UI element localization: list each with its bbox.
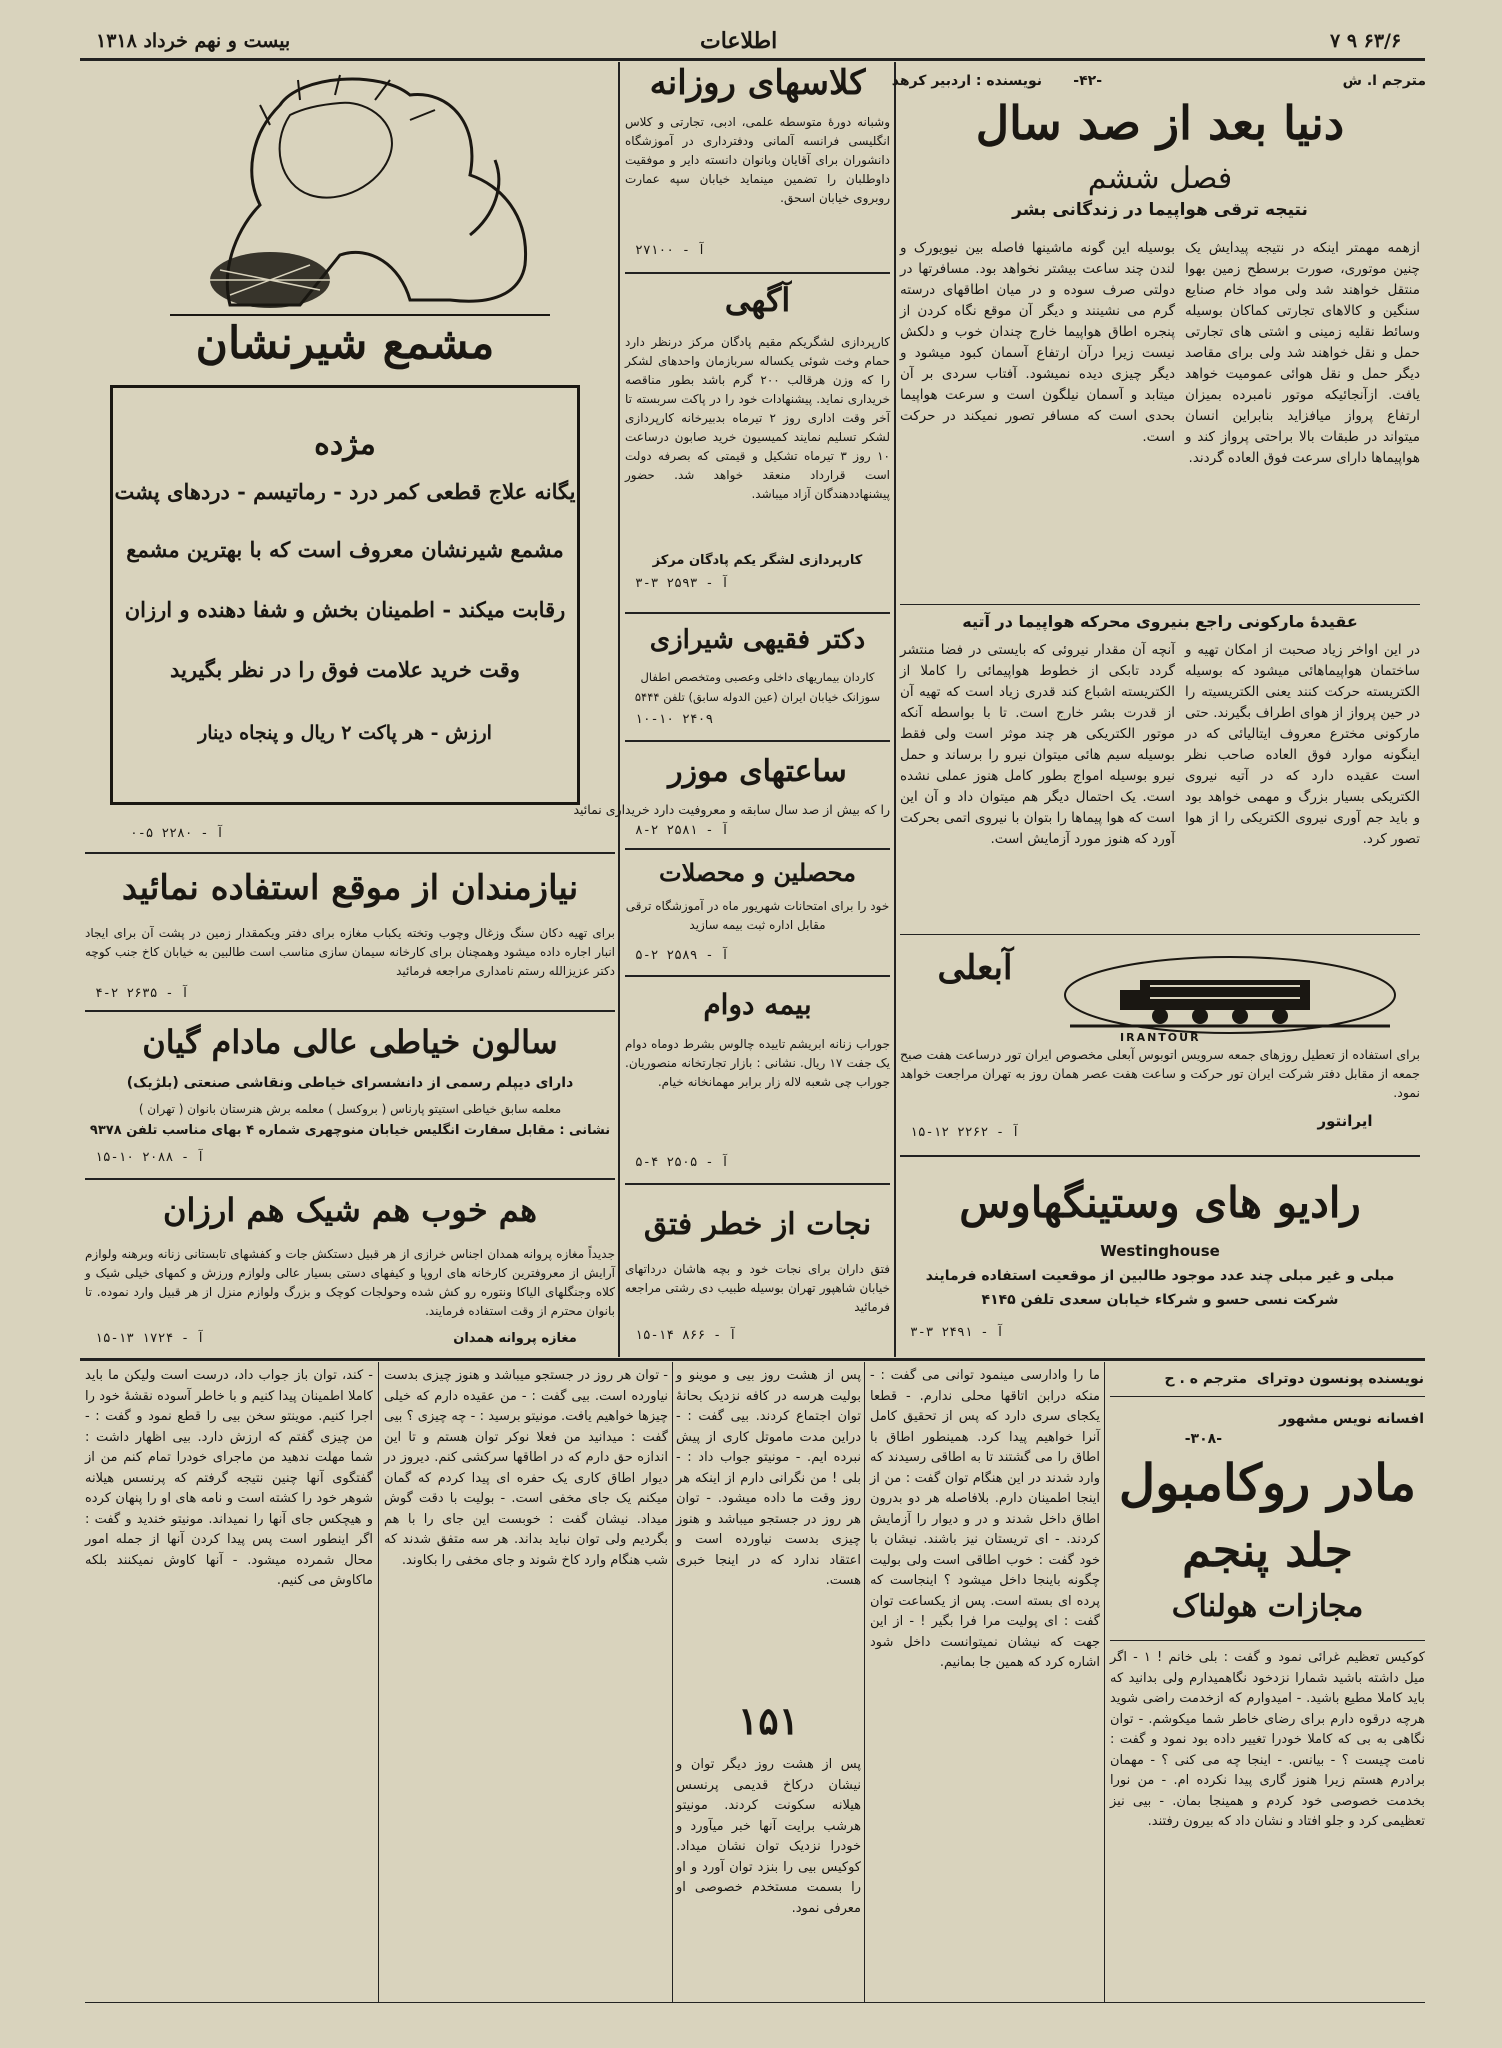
serial2-col-2: ما را وادارسی مینمود توانی می گفت : - منکه درابن اتاقها محلی ندارم. - قطعا یکجای سری دارد که پس از تحقیق کامل آنرا خواهیم پیدا کرد. همینطور اطاق با اطاق را می گشتند تا به اطاقی رسیدند که وارد شدند در این هنگام توان گفت : من از اینجا اطمینان دارم. بلافاصله هر دو بدرون اطاق داخل شدند و در و دیوار را آزمایش کردند. - ای تریستان نیز باشند. نیشان با خود گفت : خوب اطاقی است ولی بولیت چگونه باینجا داخل میشود ؟ اینجاست که پرده ای بسته است. پس از یکساعت توان گفت : ای پولیت مرا فرا بگیر ! - از این جهت که نیشان نمیتوانست داخل شود اشاره کرد که همین جا بمانیم. (870, 1368, 1100, 1670)
column-rule (894, 62, 896, 1357)
watches-title: ساعتهای موزر (668, 754, 847, 789)
lion-code: آ - ۲۲۸۰ ۵-۰ (130, 826, 224, 841)
lion-line-3: رقابت میکند - اطمینان بخش و شفا دهنده و ارزان (124, 597, 566, 622)
serial2-col-5: - کند، توان باز جواب داد، درست است ولیکن ما باید کاملا اطمینان پیدا کنیم و با خاطر آسوده نقشهٔ خود را اجرا کنیم. موینتو سخن بیی را قطع نمود و گفت : - من چیزی گفتم که ارزش دارد. بیی اظهار داشت : شما مهلت ندهید من ماجرای خودرا تمام کنم من از گفتگوی آنها چنین نتیجه گرفتم که پرنسس هیلانه شوهر خود را کشته است و نامه های او را پنهان کرده و هیچکس جای آنها را نمیداند. مونیتو خندید و گفت : اگر اینطور است پس پیدا کردن آنها از جمله امور محال شمرده میشود. - آنها کاوش نمیکنند بلکه ماکاوش می کنیم. (85, 1368, 373, 1588)
notice-footer: کارپردازی لشگر یکم پادگان مرکز (652, 553, 863, 568)
watches-code: آ - ۲۵۸۱ ۲-۸ (635, 823, 729, 838)
bottom-rule (85, 2002, 1425, 2003)
lion-line-2: مشمع شیرنشان معروف است که با بهترین مشمع (126, 537, 564, 562)
serial1-number: -۴۲- (1073, 73, 1102, 89)
rule (85, 1010, 615, 1012)
rule (1110, 1640, 1425, 1641)
cheap-body: جدیداً مغازه پروانه همدان اجناس خرازی از هر قبیل دستکش جات و کفشهای تابستانی زنانه وبرهنه ولوازم آرایش از معروفترین کارخانه های اروپا و کیفهای دستی بسیار عالی ولوازم ورزش و کمهای خیلی شیک و کلاه وجنگلهای الیاکا ونتوره رو کش شده وحولجات کوچک و بزرگ ولوازم منزل از هر قبیل وارد نموده. تا بانوان محترم از وقت استفاده فرمایند. (85, 1247, 615, 1318)
fold-rule (80, 1358, 1425, 1361)
rule (85, 852, 615, 854)
serial1-author: نویسنده : اردبیر کرهد (891, 73, 1042, 89)
rule (625, 612, 890, 614)
column-rule (1104, 1362, 1105, 2002)
salon-address: نشانی : مقابل سفارت انگلیس خیابان منوچهری شماره ۴ بهای مناسب تلفن ۹۳۷۸ (89, 1123, 611, 1138)
rescue-ad (625, 1188, 890, 1353)
salon-code: آ - ۲۰۸۸ ۱۰-۱۵ (95, 1150, 205, 1165)
serial2-col-3b: پس از هشت روز دیگر توان و نیشان درکاخ قدیمی پرنسس هیلانه سکونت کردند. مونیتو هرشب برایت آنها خبر میآورد و خودرا نزدیک توان نشان میداد. کوکیس بیی را بنزد توان آورد و او را بسمت مستخدم خصوصی او معرفی نمود. (676, 1757, 861, 1916)
serial1-subtitle: نتیجه ترقی هواپیما در زندگانی بشر (1012, 200, 1308, 220)
rule (625, 975, 890, 977)
watches-ad (573, 745, 890, 845)
serial2-col-3: پس از هشت روز بیی و موینو و بولیت هرسه در کافه نزدیک بحانهٔ توان اجتماع کردند. بیی گفت : - دراین مدت ماموتل کاری از پیش نبرده ایم. - مونیتو جواب داد : - بلی ! من نگرانی دارم از اینکه هر روز وقت ما داده میشود. - توان هر روز در جستجو میباشد و هنوز چیزی بدست نیاورده است و اعتقاد ندارد که در اینجا خبری هست. (676, 1368, 861, 1588)
serial2-part: مجازات هولناک (1171, 1589, 1364, 1624)
column-rule (618, 62, 620, 1357)
classes-ad (625, 65, 890, 270)
rule (1110, 1396, 1425, 1397)
serial2-author: نویسنده پونسون دوترای (1256, 1371, 1424, 1387)
rule (625, 1183, 890, 1185)
shop-ad (85, 858, 615, 1008)
students-ad (625, 852, 890, 972)
rule (625, 848, 890, 850)
notice-code: آ - ۲۵۹۳ ۳-۳ (635, 576, 729, 591)
cheap-code: آ - ۱۷۲۴ ۱۳-۱۵ (95, 1331, 205, 1346)
serial1-chapter: فصل ششم (1087, 161, 1233, 196)
rule (900, 934, 1420, 935)
shop-body: برای تهیه دکان سنگ وزغال وچوب وتخته یکباب مغازه برای دفتر ویکمقدار زمین در پشت آن برای ایجاد انبار اجاره داده میشود وهمچنان برای کارخانه سیمان سازی مناسب است طالبین به خیابان کاخ جنب کوچه دکتر عزیزالله رستم نامداری مراجعه فرمائید (85, 926, 615, 978)
serial2-translator: مترجم ه . ح (1164, 1371, 1247, 1387)
salon-body: معلمه سابق خیاطی استیتو پارناس ( بروکسل ) معلمه برش هنرستان بانوان ( تهران ) (138, 1102, 562, 1116)
shop-title: نیازمندان از موقع استفاده نمائید (121, 868, 579, 908)
serial2-volume: جلد پنجم (1182, 1523, 1353, 1577)
students-code: آ - ۲۵۸۹ ۲-۵ (635, 948, 729, 963)
lion-good-news: مژده (314, 427, 376, 462)
radio-line2: شرکت نسی حسو و شرکاء خیابان سعدی تلفن ۴۱۴۵ (981, 1292, 1339, 1308)
durable-body: جوراب زنانه ابریشم تاییده چالوس بشرط دوماه دوام یک جفت ۱۷ ریال. نشانی : بازار تجارتخانه منصوریان. جوراب چی شعبه لاله زار برابر مهمانخانه خیام. (625, 1037, 891, 1089)
abeli-company: ایرانتور (1317, 1112, 1373, 1130)
newspaper-name: اطلاعات (700, 28, 778, 54)
lion-line-1: یگانه علاج قطعی کمر درد - رماتیسم - دردهای پشت (114, 479, 576, 504)
serial1-subheading: عقیدهٔ مارکونی راجع بنیروی محرکه هواپیما در آتیه (962, 612, 1358, 631)
classes-body: وشبانه دورهٔ متوسطه علمی، ادبی، تجارتی و کلاس انگلیسی فرانسه آلمانی ودفترداری در آموزشگاه دانشوران برای آقایان وبانوان دانسته دایر و موفقیت داوطلبان را تضمین مینماید خیابان سپه عمارت روبروی خیابان اسحق. (625, 115, 890, 205)
rule (625, 272, 890, 274)
salon-title: سالون خیاطی عالی مادام گیان (142, 1023, 558, 1061)
doctor-sub: کاردان بیماریهای داخلی وعصبی ومتخصص اطفال (640, 670, 875, 684)
abeli-ad (900, 940, 1420, 1150)
serial2-col-1: کوکیس تعظیم غرائی نمود و گفت : بلی خانم ! ۱ - اگر میل داشته باشید شمارا نزدخود نگاهمیدارم ولی بدانید که باید کاملا مطیع باشید. - امیدوارم که ازخدمت راضی شوید هرچه درقوه دارم برای رضای خاطر شما میکوشم. - توان نگاهی به بی که کاملا خودرا تغییر داده بود نمود و گفت : نامت چیست ؟ - بیانس. - اینجا چه می کنی ؟ - مهمان برادرم هستم زیرا هنوز گاری پیدا نکرده ام. - من نورا بخدمت خصوصی خود کردم و همینجا بمان. - بیی نیز تعظیمی کرد و جلو افتاد و نشان داد که بیرون رفتند. (1110, 1650, 1425, 1829)
radio-brand: Westinghouse (1100, 1242, 1220, 1260)
cheap-store: مغازه پروانه همدان (453, 1331, 577, 1346)
radio-ad (900, 1160, 1420, 1355)
doctor-ad (625, 618, 890, 738)
serial2-number: -۳۰۸- (1184, 1431, 1222, 1447)
radio-line1: مبلی و غیر مبلی چند عدد موجود طالبین از موقعیت استفاده فرمایند (925, 1268, 1395, 1284)
durable-title: بیمه دوام (703, 988, 812, 1021)
rescue-body: فتق داران برای نجات خود و بچه هاشان درداتهای خیابان شاهپور تهران بوسیله طبیب دی رشتی مراجعه فرمائید (625, 1262, 890, 1314)
salon-sub: دارای دیپلم رسمی از دانشسرای خیاطی ونقاشی صنعتی (بلژیک) (126, 1075, 574, 1091)
rescue-code: آ - ۸۶۶ ۱۴-۱۵ (635, 1328, 737, 1343)
serial1-col-b: بوسیله این گونه ماشینها فاصله بین نیویورک و لندن چند ساعت بیشتر نخواهد بود. مسافرتها در دولتی صرف سوده و در میان اطاقهای درسته گرم می نشینند و دیگر آن موقع نگاه کردن از پنجره اطاق هواپیما خارج چندان خوب و دلکش نیست زیرا درآن ارتفاع آسمان کبود میشود و دیگر چیزی دیده نمیشود. آفتاب سردی بر آن میتابد و آسمان نیلگون است و سرعت هواپیما بحدی است که مسافر تصور نمیکند در حرکت است. (900, 240, 1175, 445)
doctor-address: سوزانک خیابان ایران (عین الدوله سابق) تلفن ۵۴۴۴ (634, 690, 881, 704)
notice-title: آگهی (724, 281, 791, 319)
students-title: محصلین و محصلات (659, 858, 856, 887)
lion-logo-icon (150, 65, 560, 320)
doctor-title: دکتر فقیهی شیرازی (649, 625, 866, 655)
serial1-title: دنیا بعد از صد سال (975, 96, 1345, 150)
abeli-body: برای استفاده از تعطیل روزهای جمعه سرویس اتوبوس آبعلی مخصوص ایران تور درساعت هفت صبح جمعه از مقابل دفتر شرکت ایران تور حرکت و ساعت هفت عصر همان روز به تهران مراجعت خواهد نمود. (900, 1047, 1420, 1100)
shop-code: آ - ۲۶۳۵ ۲-۴ (95, 986, 189, 1001)
lion-line-5: ارزش - هر پاکت ۲ ریال و پنجاه دینار (198, 722, 492, 744)
abeli-logo-text: IRANTOUR (1120, 1031, 1201, 1044)
rule (900, 604, 1420, 605)
serial1-col-c: در این اواخر زیاد صحبت از امکان تهیه و ساختمان هواپیماهائی میشود که بوسیله الکتریسته حرکت کنند یعنی الکتریسیته را در حین پرواز از هوای اطراف بگیرند. حتی مارکونی مخترع معروف ایتالیائی که در اینگونه موارد فوق العاده صاحب نظر است عقیده دارد که در آتیه نیروی الکتریکی بسیار بزرگ و مهمی خواهد بود و باید جم آوری نیروی الکتریکی را از هوا تصور کرد. (1185, 642, 1420, 847)
rule (85, 1178, 615, 1180)
column-rule (378, 1362, 379, 2002)
serial2-col-4: - توان هر روز در جستجو میباشد و هنوز چیزی بدست نیاورده است. بیی گفت : - من عقیده دارم که خیلی چیزها خواهیم یافت. مونیتو برسید : - چه چیزی ؟ بیی گفت : میدانید من فعلا نوکر توان هستم و تا این اندازه حق دارم که در اطاقها سرکشی کنم. دیروز در دیوار اطاق کاری یک حفره ای پیدا کردم که گمان میکنم یک جای مخفی است. - بولیت با دقت گوش میداد. نیشان گفت : خوبست این جای را با هم بگردیم ولی توان نباید بداند. هر سه متفق شدند که شب هنگام وارد کاخ شوند و جای مخفی را بکاوند. (384, 1368, 668, 1568)
lion-brand: مشمع شیرنشان (195, 318, 495, 369)
classes-code: آ - ۲۷۱۰۰ (635, 243, 706, 258)
salon-ad (85, 1015, 615, 1175)
column-rule (864, 1362, 865, 2002)
classes-title: کلاسهای روزانه (649, 63, 866, 103)
durable-code: آ - ۲۵۰۵ ۴-۵ (635, 1155, 729, 1170)
radio-code: آ - ۲۴۹۱ ۳-۳ (910, 1325, 1004, 1340)
students-body: خود را برای امتحانات شهریور ماه در آموزشگاه ترقی مقابل اداره ثبت بیمه سازید (625, 899, 890, 932)
serial1-translator: مترجم ا. ش (1342, 73, 1426, 89)
serial1-col-a: ازهمه مهمتر اینکه در نتیجه پیدایش یک چنین موتوری، صورت برسطح زمین بهوا منتقل خواهند شد ولی مواد خام صنایع سنگین و کالاهای تجارتی کماکان بوسیله وسائط نقلیه زمینی و اشتی های تجارتی حمل و نقل خواهند شد ولی برای مقاصد دیگر حمل و نقل هوائی عمومیت خواهد یافت. ازآنجائیکه موتور نامبرده بمیزان ارتفاع پرواز میافزاید بنابراین انسان میتواند در طبقات بالا براحتی پرواز کند و هواپیماها دارای سرعت فوق العاده گردند. (1185, 240, 1420, 466)
lion-line-4: وقت خرید علامت فوق را در نظر بگیرید (170, 657, 520, 682)
cheap-title: هم خوب هم شیک هم ارزان (163, 1191, 537, 1229)
masthead-rule (80, 58, 1425, 61)
doctor-code: ۲۴۰۹ ۱۰-۱۰ (635, 712, 714, 727)
watches-body: را که بیش از صد سال سابقه و معروفیت دارد خریداری نمائید (573, 802, 890, 817)
serial2-big-number: ۱۵۱ (737, 1698, 800, 1743)
radio-title: رادیو های وستینگهاوس (959, 1178, 1361, 1227)
serial2-kicker: افسانه نویس مشهور (1278, 1411, 1424, 1427)
abeli-title: آبعلی (937, 948, 1013, 988)
durable-ad (625, 980, 890, 1180)
abeli-code: آ - ۲۲۶۲ ۱۲-۱۵ (910, 1125, 1020, 1140)
cheap-ad (85, 1183, 615, 1355)
serial1-col-d: آنچه آن مقدار نیروئی که بایستی در فضا منتشر گردد تابکی از خطوط هواپیمائی را کاملا از الکتریسته اشباع کند قدری زیاد است که تهیه آن از قدرت بشر خارج است. تا با بواسطه آنکه موتور الکتریکی هر چند موثر است ولی فقط بوسیله سیم هائی میتوان نیرو را برساند و حمل نیرو بوسیله امواج بطور کامل هنوز عملی نشده است. یک احتمال دیگر هم میتوان داد و آن این است که هوا پیماها را بتوان با نیروی اتمی بحرکت آورد که هنوز مورد آزمایش است. (900, 642, 1175, 847)
page-date: بیست و نهم خرداد ۱۳۱۸ (96, 30, 291, 52)
train-logo-icon (1050, 940, 1410, 1040)
rescue-title: نجات از خطر فتق (643, 1207, 872, 1242)
notice-body: کارپردازی لشگریکم مقیم پادگان مرکز درنظر دارد حمام وخت شوئی یکساله سربازمان واحدهای لشکر را که وزن هرقالب ۲۰۰ گرم باشد بطور مناقصه خریداری نماید. پیشنهادات خود را در پاکت سربسته تا آخر وقت اداری روز ۲ تیرماه بدبیرخانه کارپردازی لشکر تسلیم نمایند کمیسیون خرید صابون درساعت ۱۰ روز ۳ تیرماه تشکیل و قیمتی که بصرفه دولت است قرارداد منعقد خواهد شد. حضور پیشنهاددهندگان آزاد میباشد. (625, 335, 890, 501)
lion-ad-box (110, 385, 580, 805)
rule (900, 1155, 1420, 1157)
notice-ad (625, 278, 890, 608)
column-rule (672, 1362, 673, 2002)
issue-number: ۷ ۹ ۶۳/۶ (1330, 30, 1402, 52)
serial2-title: مادر روکامبول (1118, 1453, 1417, 1512)
rule (625, 740, 890, 742)
